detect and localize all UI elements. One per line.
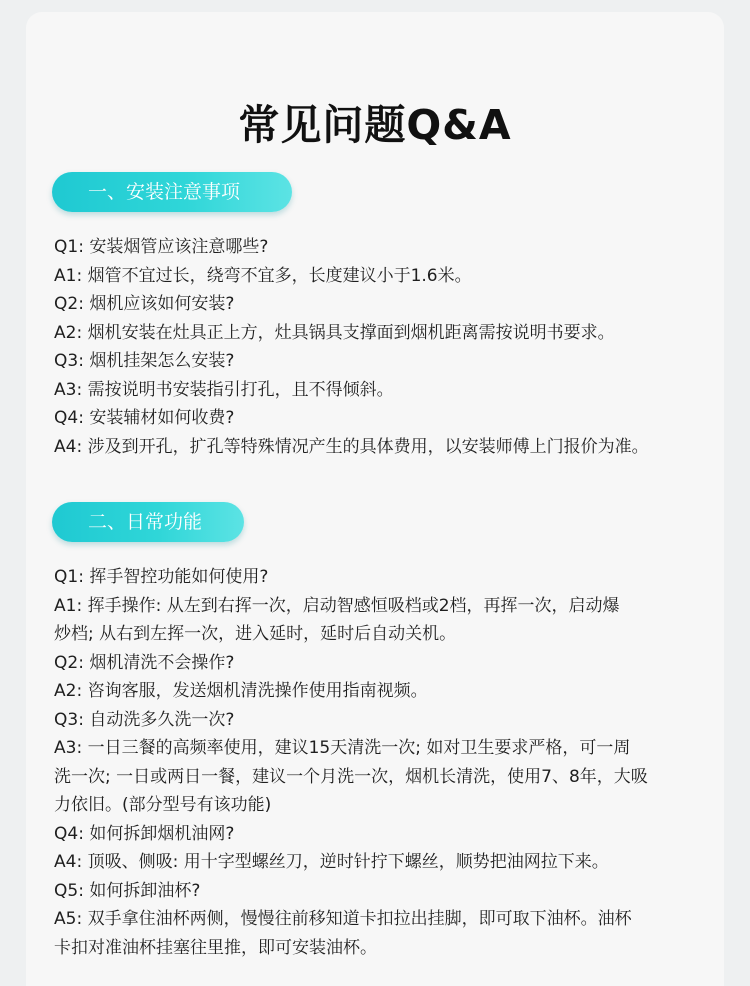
section-installation-faq — [54, 233, 719, 461]
faq-answer: A2: 烟机安装在灶具正上方，灶具锅具支撑面到烟机距离需按说明书要求。 — [54, 322, 615, 343]
faq-answer: A4: 顶吸、侧吸: 用十字型螺丝刀，逆时针拧下螺丝，顺势把油网拉下来。 — [54, 852, 609, 872]
faq-question: Q2: 烟机清洗不会操作? — [54, 652, 235, 673]
faq-question: Q5: 如何拆卸油杯? — [54, 880, 201, 901]
faq-answer: A1: 烟管不宜过长，绕弯不宜多，长度建议小于1.6米。 — [54, 265, 472, 286]
faq-question: Q4: 安装辅材如何收费? — [54, 408, 235, 428]
faq-answer: A2: 咨询客服，发送烟机清洗操作使用指南视频。 — [54, 681, 428, 701]
faq-question: Q3: 自动洗多久洗一次? — [54, 709, 235, 730]
faq-question: Q1: 挥手智控功能如何使用? — [54, 567, 269, 587]
faq-answer: A5: 双手拿住油杯两侧，慢慢往前移知道卡扣拉出挂脚，即可取下油杯。油杯 — [54, 909, 632, 929]
faq-answer-continued: 洗一次; 一日或两日一餐，建议一个月洗一次，烟机长清洗，使用7、8年，大吸 — [54, 766, 648, 787]
faq-answer: A3: 一日三餐的高频率使用，建议15天清洗一次; 如对卫生要求严格，可一周 — [54, 738, 631, 758]
section-daily-functions-faq — [54, 563, 719, 962]
page-title: 常见问题Q&A — [238, 101, 512, 150]
faq-answer-continued: 力依旧。(部分型号有该功能) — [54, 795, 272, 815]
faq-question: Q1: 安装烟管应该注意哪些? — [54, 237, 269, 257]
faq-answer: A1: 挥手操作: 从左到右挥一次，启动智感恒吸档或2档，再挥一次，启动爆 — [54, 595, 620, 616]
faq-question: Q2: 烟机应该如何安装? — [54, 294, 235, 314]
section-heading-daily-functions: 二、日常功能 — [52, 502, 244, 542]
faq-answer-continued: 炒档; 从右到左挥一次，进入延时，延时后自动关机。 — [54, 624, 457, 644]
faq-answer: A4: 涉及到开孔，扩孔等特殊情况产生的具体费用，以安装师傅上门报价为准。 — [54, 436, 649, 457]
faq-question: Q4: 如何拆卸烟机油网? — [54, 823, 235, 844]
faq-answer: A3: 需按说明书安装指引打孔，且不得倾斜。 — [54, 379, 394, 400]
section-heading-installation: 一、安装注意事项 — [52, 172, 292, 212]
faq-answer-continued: 卡扣对准油杯挂塞往里推，即可安装油杯。 — [54, 937, 377, 958]
faq-question: Q3: 烟机挂架怎么安装? — [54, 351, 235, 371]
